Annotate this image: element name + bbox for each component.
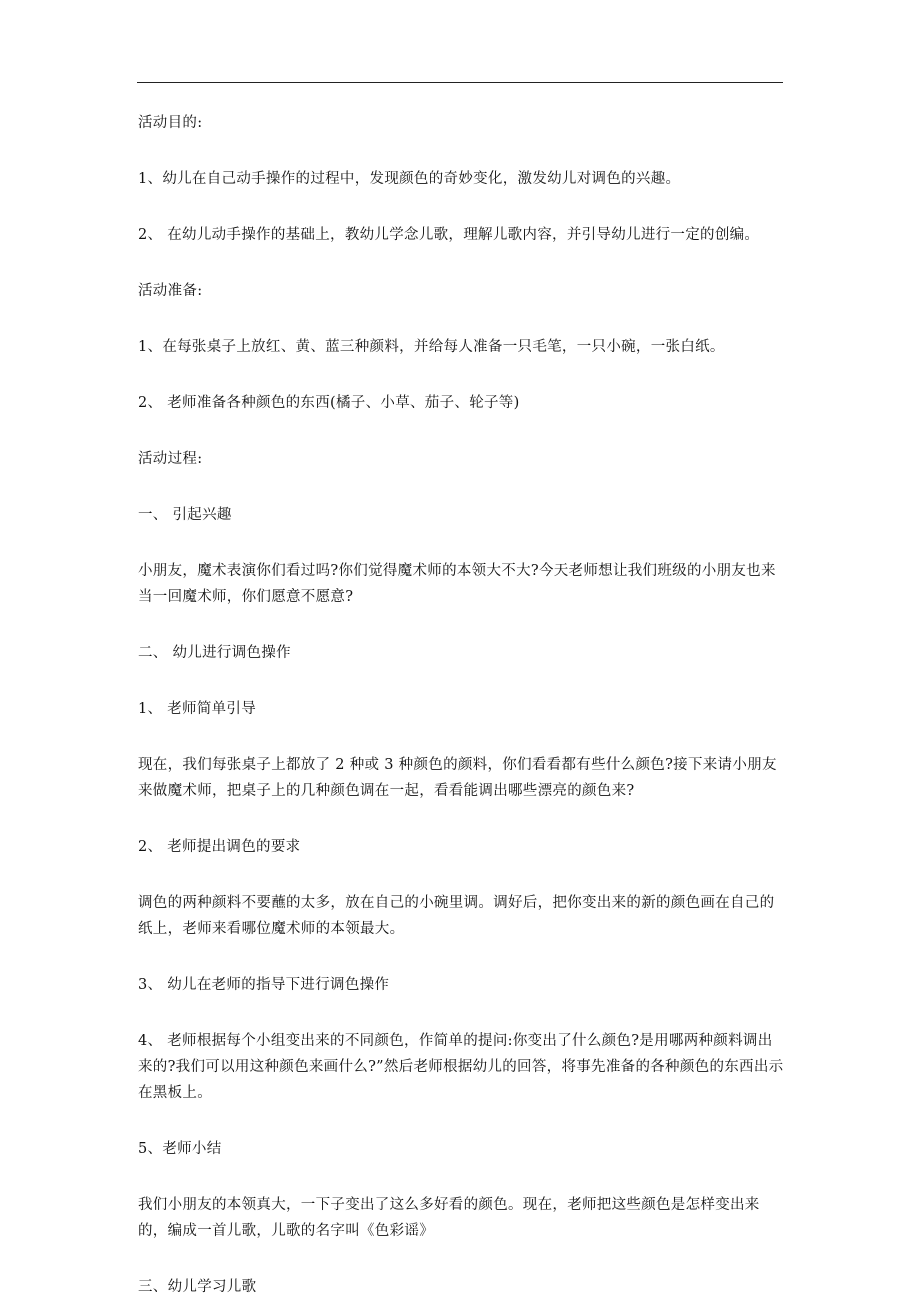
section-3-heading: 三、幼儿学习儿歌 [138,1279,257,1295]
preparation-item-1: 1、在每张桌子上放红、黄、蓝三种颜料，并给每人准备一只毛笔，一只小碗，一张白纸。 [138,339,725,355]
step-5-text: 我们小朋友的本领真大，一下子变出了这么多好看的颜色。现在，老师把这些颜色是怎样变出来的，编成一首儿歌，儿歌的名字叫《色彩谣》 [138,1197,760,1239]
header-rule [137,82,783,83]
section-1-text: 小朋友，魔术表演你们看过吗?你们觉得魔术师的本领大不大?今天老师想让我们班级的小朋友也来当一回魔术师，你们愿意不愿意? [138,563,776,605]
step-4-text: 4、 老师根据每个小组变出来的不同颜色，作简单的提问:你变出了什么颜色?是用哪两种颜料调出来的?我们可以用这种颜色来画什么?”然后老师根据幼儿的回答，将事先准备的各种颜色的东西出示在黑板上。 [138,1033,784,1101]
step-1-heading: 1、 老师简单引导 [138,701,257,717]
step-3-heading: 3、 幼儿在老师的指导下进行调色操作 [138,977,390,993]
step-5-heading: 5、老师小结 [138,1141,222,1157]
step-1-text: 现在，我们每张桌子上都放了 2 种或 3 种颜色的颜料，你们看看都有些什么颜色?接下来请小朋友来做魔术师，把桌子上的几种颜色调在一起，看看能调出哪些漂亮的颜色来? [138,757,777,799]
preparation-item-2: 2、 老师准备各种颜色的东西(橘子、小草、茄子、轮子等) [138,395,520,411]
step-2-text: 调色的两种颜料不要蘸的太多，放在自己的小碗里调。调好后，把你变出来的新的颜色画在自己的纸上，老师来看哪位魔术师的本领最大。 [138,895,775,937]
section-1-heading: 一、 引起兴趣 [138,507,232,523]
document-body [138,110,786,1300]
heading-activity-process: 活动过程: [138,451,203,467]
step-2-heading: 2、 老师提出调色的要求 [138,839,301,855]
section-2-heading: 二、 幼儿进行调色操作 [138,645,291,661]
heading-activity-goals: 活动目的: [138,115,203,131]
goal-item-1: 1、幼儿在自己动手操作的过程中，发现颜色的奇妙变化，激发幼儿对调色的兴趣。 [138,171,681,187]
heading-activity-preparation: 活动准备: [138,283,203,299]
goal-item-2: 2、 在幼儿动手操作的基础上，教幼儿学念儿歌，理解儿歌内容，并引导幼儿进行一定的创编。 [138,227,760,243]
